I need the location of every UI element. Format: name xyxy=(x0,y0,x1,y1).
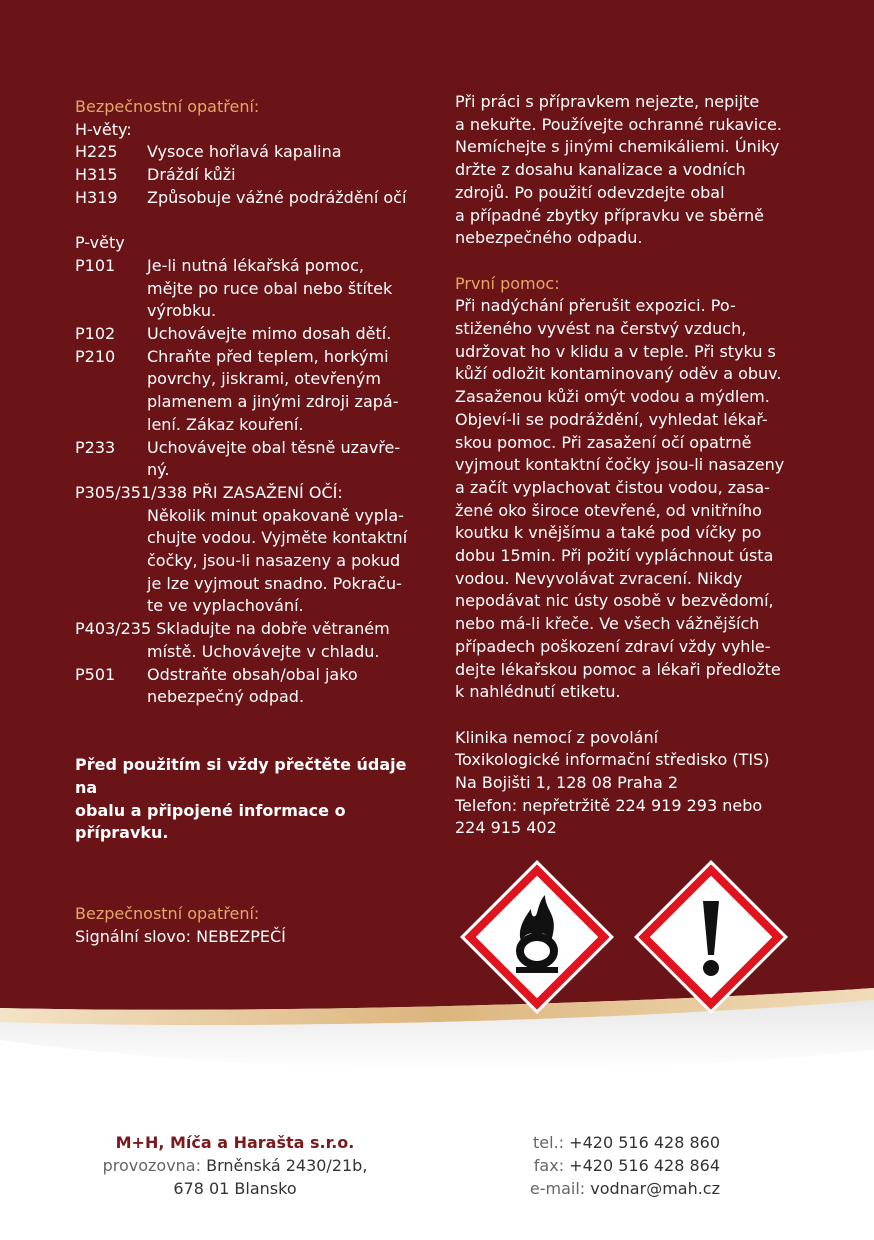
p-line: chujte vodou. Vyjměte kontaktní xyxy=(147,528,408,548)
p-line: Odstraňte obsah/obal jako xyxy=(147,664,358,684)
p-line: Chraňte před teplem, horkými xyxy=(147,346,389,366)
p-line: ný. xyxy=(147,460,170,480)
text-line: vodou. Nevyvolávat zvracení. Nikdy xyxy=(455,568,743,588)
p-title: P-věty xyxy=(75,233,125,253)
company-contact xyxy=(500,1131,720,1200)
address-street: Brněnská 2430/21b, xyxy=(206,1156,368,1175)
h-statement xyxy=(75,187,425,210)
text-line: Na Bojišti 1, 128 08 Praha 2 xyxy=(455,773,679,793)
address-label: provozovna: xyxy=(102,1156,201,1175)
text-line: případech poškození zdraví vždy vyhle- xyxy=(455,636,771,656)
email-link[interactable]: vodnar@mah.cz xyxy=(590,1179,720,1198)
p-code: P501 xyxy=(75,664,116,684)
p-line: místě. Uchovávejte v chladu. xyxy=(147,641,380,661)
tel-value[interactable]: +420 516 428 860 xyxy=(569,1133,720,1152)
text-line: Nemíchejte s jinými chemikáliemi. Úniky xyxy=(455,137,780,157)
text-line: Při nadýchání přerušit expozici. Po- xyxy=(455,296,736,316)
text-line: a případné zbytky přípravku ve sběrně xyxy=(455,205,765,225)
p-statement-p233 xyxy=(75,437,425,482)
hazard-pictograms xyxy=(455,857,795,1017)
text-line: vyjmout kontaktní čočky jsou-li nasazeny xyxy=(455,455,785,475)
text-line: skou pomoc. Při zasažení očí opatrně xyxy=(455,432,752,452)
left-column xyxy=(75,96,425,845)
p-line: te ve vyplachování. xyxy=(147,596,304,616)
text-line: Zasaženou kůži omýt vodou a mýdlem. xyxy=(455,387,770,407)
text-line: a nekuřte. Používejte ochranné rukavice. xyxy=(455,114,782,134)
text-line: Toxikologické informační středisko (TIS) xyxy=(455,750,770,770)
note-line: Před použitím si vždy přečtěte údaje na xyxy=(75,755,407,798)
text-line: držte z dosahu kanalizace a vodních xyxy=(455,160,746,180)
p-line: Uchovávejte obal těsně uzavře- xyxy=(147,437,401,457)
h-text: Způsobuje vážné podráždění očí xyxy=(147,187,407,207)
text-line: Objeví-li se podráždění, vyhledat lékař- xyxy=(455,409,768,429)
fax-label: fax: xyxy=(533,1156,565,1175)
p-line: plamenem a jinými zdroji zapá- xyxy=(147,392,399,412)
signal-word-block xyxy=(75,903,286,948)
text-line: nepodávat nic ústy osobě v bezvědomí, xyxy=(455,591,774,611)
p-statement-p101 xyxy=(75,255,425,323)
first-aid-text xyxy=(455,295,805,704)
text-line: nebezpečného odpadu. xyxy=(455,228,643,248)
p-statement-p403 xyxy=(75,618,425,663)
p-statement-p102 xyxy=(75,323,425,346)
text-line: nebo má-li křeče. Ve všech vážnějších xyxy=(455,614,760,634)
p-line: Několik minut opakovaně vypla- xyxy=(147,505,404,525)
handling-instructions xyxy=(455,91,805,250)
text-line: dobu 15min. Při požití vypláchnout ústa xyxy=(455,546,774,566)
text-line: Telefon: nepřetržitě 224 919 293 nebo xyxy=(455,795,763,815)
p-line: povrchy, jiskrami, otevřeným xyxy=(147,369,381,389)
right-column xyxy=(455,91,805,840)
p-line: P403/235 Skladujte na dobře větraném xyxy=(75,619,390,639)
fax-value: +420 516 428 864 xyxy=(569,1156,720,1175)
text-line: kůží odložit kontaminovaný oděv a obuv. xyxy=(455,364,782,384)
text-line: stiženého vyvést na čerstvý vzduch, xyxy=(455,319,747,339)
text-line: dejte lékařskou pomoc a lékaři předložte xyxy=(455,659,781,679)
p-line: výrobku. xyxy=(147,301,217,321)
p-line: lení. Zákaz kouření. xyxy=(147,414,304,434)
read-before-use-note xyxy=(75,754,425,845)
p-code: P101 xyxy=(75,255,116,275)
email-label: e-mail: xyxy=(529,1179,586,1198)
p-line: čočky, jsou-li nasazeny a pokud xyxy=(147,551,401,571)
address-city: 678 01 Blansko xyxy=(173,1179,297,1198)
p-line: Uchovávejte mimo dosah dětí. xyxy=(147,324,392,344)
h-statement xyxy=(75,164,425,187)
h-text: Dráždí kůži xyxy=(147,165,236,185)
text-line: koutku k vnějšímu a také pod víčky po xyxy=(455,523,762,543)
company-name: M+H, Míča a Harašta s.r.o. xyxy=(115,1133,355,1152)
text-line: udržovat ho v klidu a v teple. Při styku s xyxy=(455,341,776,361)
company-address xyxy=(75,1131,395,1200)
h-statement xyxy=(75,141,425,164)
p-code: P233 xyxy=(75,437,116,457)
p-line: nebezpečný odpad. xyxy=(147,687,305,707)
p-statement-p210 xyxy=(75,346,425,437)
text-line: zdrojů. Po použití odevzdejte obal xyxy=(455,182,725,202)
note-line: obalu a připojené informace o přípravku. xyxy=(75,800,346,843)
p-line: mějte po ruce obal nebo štítek xyxy=(147,278,393,298)
text-line: 224 915 402 xyxy=(455,818,557,838)
text-line: žené oko široce otevřené, od vnitřního xyxy=(455,500,762,520)
signal-heading: Bezpečnostní opatření: xyxy=(75,904,260,923)
text-line: Při práci s přípravkem nejezte, nepijte xyxy=(455,92,760,111)
h-code: H319 xyxy=(75,187,118,207)
p-line: P305/351/338 PŘI ZASAŽENÍ OČÍ: xyxy=(75,482,343,502)
h-title: H-věty: xyxy=(75,119,132,139)
safety-heading: Bezpečnostní opatření: xyxy=(75,97,260,116)
h-text: Vysoce hořlavá kapalina xyxy=(147,142,342,162)
p-code: P102 xyxy=(75,324,116,344)
text-line: k nahlédnutí etiketu. xyxy=(455,682,621,702)
text-line: Klinika nemocí z povolání xyxy=(455,727,659,747)
p-line: Je-li nutná lékařská pomoc, xyxy=(147,255,364,275)
p-statement-p305 xyxy=(75,482,425,618)
first-aid-heading: První pomoc: xyxy=(455,273,560,293)
text-line: a začít vyplachovat čistou vodou, zasa- xyxy=(455,477,770,497)
signal-word: Signální slovo: NEBEZPEČÍ xyxy=(75,926,286,946)
toxicology-center-contact xyxy=(455,727,805,841)
h-code: H315 xyxy=(75,165,118,185)
exclamation-mark-icon xyxy=(634,860,788,1014)
p-line: je lze vyjmout snadno. Pokraču- xyxy=(147,573,402,593)
tel-label: tel.: xyxy=(533,1133,565,1152)
h-code: H225 xyxy=(75,142,118,162)
p-statement-p501 xyxy=(75,664,425,709)
p-code: P210 xyxy=(75,346,116,366)
oxidizing-flame-over-circle-icon xyxy=(460,860,614,1014)
